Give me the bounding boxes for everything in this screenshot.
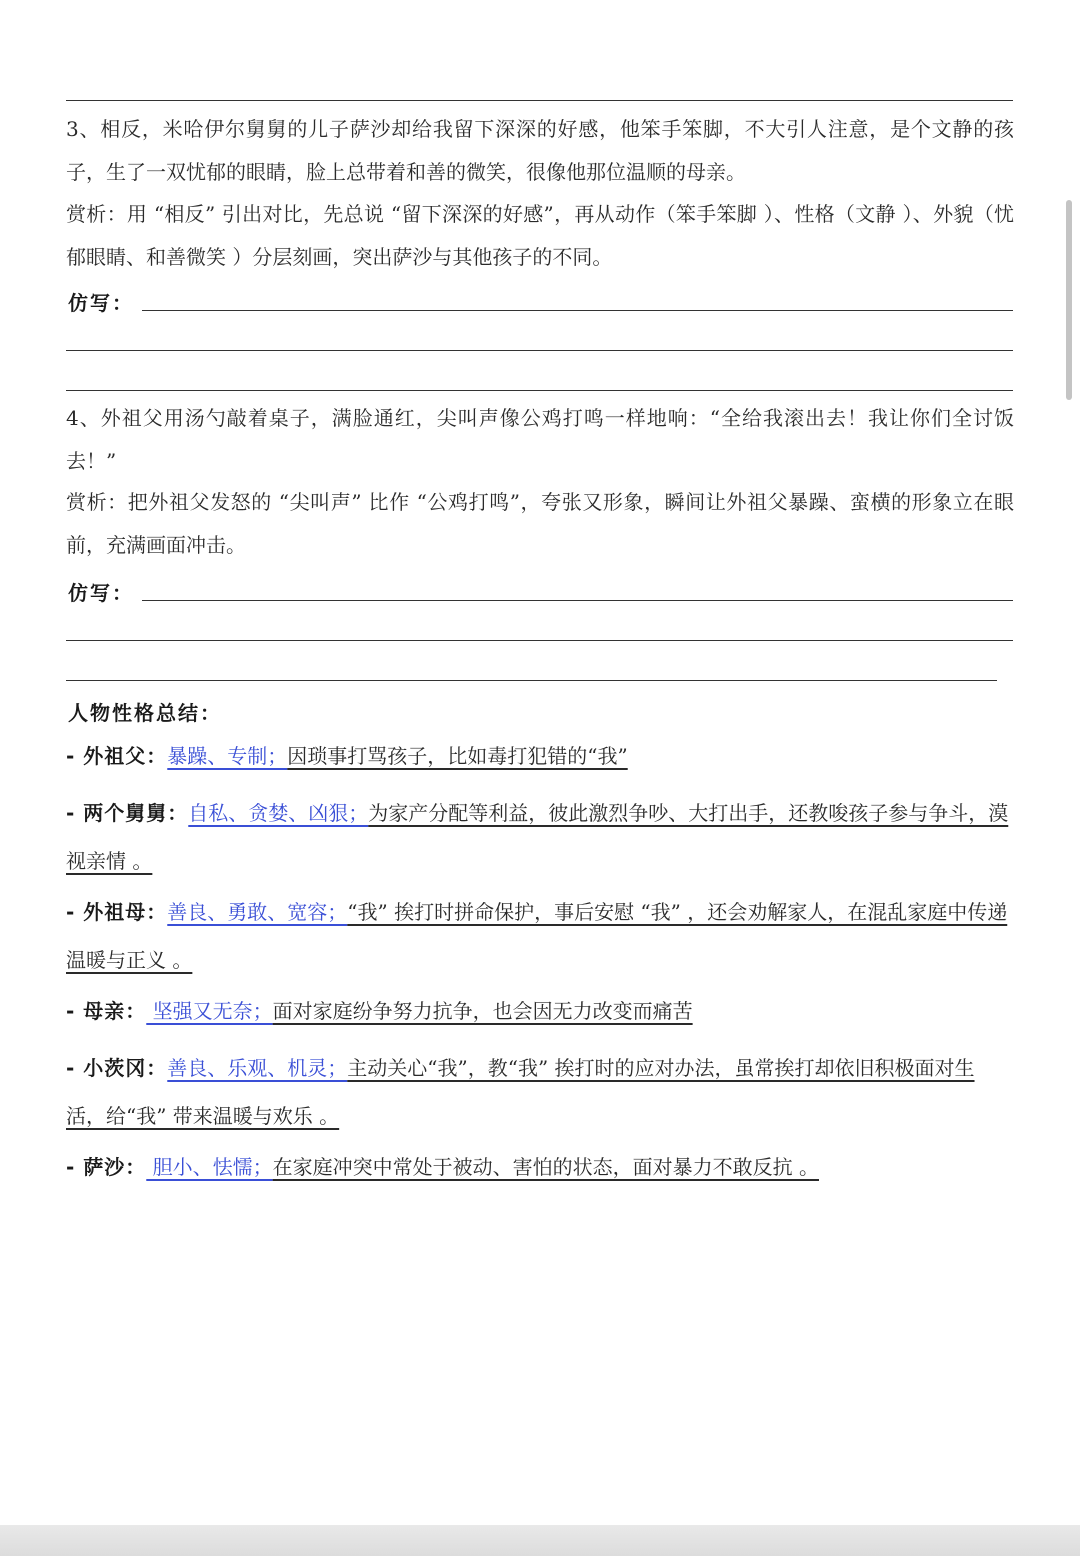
character-description: 面对家庭纷争努力抗争，也会因无力改变而痛苦 [272, 999, 693, 1023]
item-3-answer-line-2[interactable] [66, 350, 1013, 351]
character-name: - 小茨冈： [66, 1056, 168, 1080]
summary-title: 人物性格总结： [68, 701, 222, 725]
character-name: - 两个舅舅： [66, 801, 189, 825]
item-4-analysis: 赏析：把外祖父发怒的 “尖叫声” 比作 “公鸡打鸣”，夸张又形象，瞬间让外祖父暴躁、蛮横的形象立在眼前，充满画面冲击。 [66, 490, 1014, 557]
character-name: - 外祖父： [66, 744, 168, 768]
summary-entry [66, 732, 1014, 780]
summary-entry [66, 888, 1014, 984]
character-traits: 善良、勇敢、宽容； [167, 900, 348, 924]
character-name: - 外祖母： [66, 900, 168, 924]
character-traits: 胆小、怯懦； [146, 1155, 273, 1179]
item-3-analysis: 赏析：用 “相反” 引出对比，先总说 “留下深深的好感”，再从动作（笨手笨脚 ）、性格（文静 ）、外貌（忧郁眼睛、和善微笑 ）分层刻画，突出萨沙与其他孩子的不同。 [66, 202, 1014, 269]
character-name: - 母亲： [66, 999, 147, 1023]
item-3-answer-line-1[interactable] [142, 310, 1013, 311]
summary-entry [66, 1044, 1014, 1140]
item-4-answer-line-1[interactable] [142, 600, 1013, 601]
item-4-answer-line-2[interactable] [66, 640, 1013, 641]
character-traits: 坚强又无奈； [146, 999, 273, 1023]
answer-line [66, 100, 1013, 101]
character-traits: 暴躁、专制； [167, 744, 288, 768]
character-traits: 善良、乐观、机灵； [167, 1056, 348, 1080]
character-description: 为家产分配等利益，彼此激烈争吵、大打出手，还教唆孩子参与争斗，漠视亲情 。 [66, 801, 1009, 873]
item-4-imitate-label: 仿写： [68, 581, 134, 605]
summary-entry [66, 987, 1014, 1035]
character-description: 主动关心“我”，教“我” 挨打时的应对办法，虽常挨打却依旧积极面对生活，给“我” 带来温暖与欢乐 。 [66, 1056, 975, 1128]
bottom-bar [0, 1525, 1080, 1556]
item-3-answer-line-3[interactable] [66, 390, 1013, 391]
character-traits: 自私、贪婪、凶狠； [188, 801, 369, 825]
summary-entry [66, 1143, 1014, 1191]
character-description: 因琐事打骂孩子，比如毒打犯错的“我” [287, 744, 628, 768]
scrollbar-thumb[interactable] [1066, 200, 1072, 400]
item-4-text: 4、外祖父用汤勺敲着桌子，满脸通红，尖叫声像公鸡打鸣一样地响：“全给我滚出去！我让你们全讨饭去！” [66, 406, 1014, 473]
character-name: - 萨沙： [66, 1155, 147, 1179]
character-description: “我” 挨打时拼命保护，事后安慰 “我” ，还会劝解家人，在混乱家庭中传递温暖与正义 。 [66, 900, 1008, 972]
item-3-imitate-label: 仿写： [68, 291, 134, 315]
character-description: 在家庭冲突中常处于被动、害怕的状态，面对暴力不敢反抗 。 [272, 1155, 819, 1179]
item-3-text: 3、相反，米哈伊尔舅舅的儿子萨沙却给我留下深深的好感，他笨手笨脚，不大引人注意，是个文静的孩子，生了一双忧郁的眼睛，脸上总带着和善的微笑，很像他那位温顺的母亲。 [66, 117, 1014, 184]
summary-entry [66, 789, 1014, 885]
item-4-answer-line-3[interactable] [66, 680, 997, 681]
